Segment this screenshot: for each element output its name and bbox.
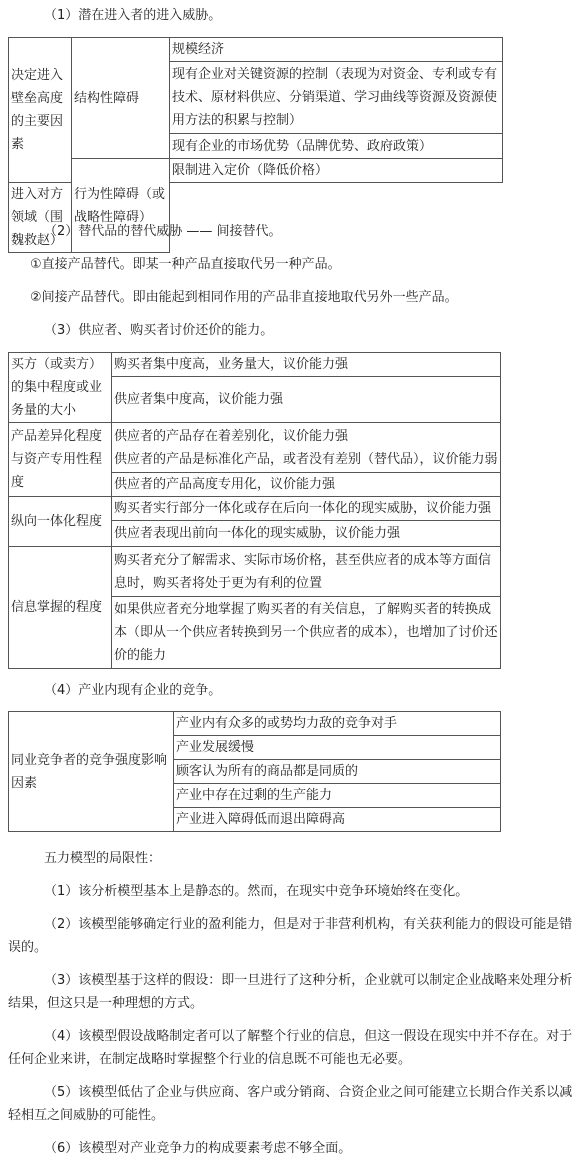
rivalry-item: 产业内有众多的或势均力敌的竞争对手 xyxy=(174,712,501,736)
bargaining-item: 购买者实行部分一体化或存在后向一体化的现实威胁，议价能力强 xyxy=(112,497,501,521)
structural-item: 规模经济 xyxy=(170,38,503,62)
rivalry-table xyxy=(8,711,501,832)
bargaining-item: 购买者集中度高，业务量大，议价能力强 xyxy=(112,353,501,377)
limitation-item: （4）该模型假设战略制定者可以了解整个行业的信息，但这一假设在现实中并不存在。对于任何企业来讲，在制定战略时掌握整个行业的信息既不可能也无必要。 xyxy=(8,1029,573,1067)
limitation-item: （6）该模型对产业竞争力的构成要素考虑不够全面。 xyxy=(44,1141,352,1156)
barrier-factors-header: 决定进入壁垒高度的主要因素 xyxy=(9,38,72,183)
rivalry-item: 顾客认为所有的商品都是同质的 xyxy=(174,760,501,784)
limitation-item: （5）该模型低估了企业与供应商、客户或分销商、合资企业之间可能建立长期合作关系以减轻相互之间威胁的可能性。 xyxy=(8,1085,573,1123)
behavioral-item: 限制进入定价（降低价格） xyxy=(170,159,503,183)
rivalry-item: 产业中存在过剩的生产能力 xyxy=(174,784,501,808)
rivalry-item: 产业进入障碍低而退出障碍高 xyxy=(174,808,501,832)
bargaining-item: 供应者的产品存在着差别化，议价能力强 供应者的产品是标准化产品，或者没有差别（替代品），议价能力弱 xyxy=(112,423,501,473)
section-3-heading: （3）供应者、购买者讨价还价的能力。 xyxy=(44,323,274,338)
limitations-heading: 五力模型的局限性： xyxy=(44,851,162,866)
bargaining-item: 供应者表现出前向一体化的现实威胁，议价能力强 xyxy=(112,521,501,547)
rivalry-item: 产业发展缓慢 xyxy=(174,736,501,760)
limitation-item: （2）该模型能够确定行业的盈利能力，但是对于非营利机构，有关获利能力的假设可能是错误的。 xyxy=(8,917,573,955)
bargaining-factor-label: 买方（或卖方）的集中程度或业务量的大小 xyxy=(9,353,112,423)
bargaining-item: 供应者集中度高，议价能力强 xyxy=(112,377,501,423)
structural-item: 现有企业的市场优势（品牌优势、政府政策） xyxy=(170,134,503,159)
behavioral-barrier-label: 行为性障碍（或战略性障碍） xyxy=(72,159,170,253)
behavioral-item: 进入对方领域（围魏救赵） xyxy=(9,183,72,253)
bargaining-power-table xyxy=(8,352,501,669)
bargaining-factor-label: 产品差异化程度与资产专用性程度 xyxy=(9,423,112,497)
limitation-item: （1）该分析模型基本上是静态的。然而，在现实中竞争环境始终在变化。 xyxy=(44,884,469,899)
structural-item: 现有企业对关键资源的控制（表现为对资金、专利或专有技术、原材料供应、分销渠道、学习曲线等资源及资源使用方法的积累与控制） xyxy=(170,62,503,134)
substitute-direct: ①直接产品替代。即某一种产品直接取代另一种产品。 xyxy=(30,257,341,272)
bargaining-factor-label: 信息掌握的程度 xyxy=(9,547,112,669)
section-1-heading: （1）潜在进入者的进入威胁。 xyxy=(44,8,222,23)
rivalry-factors-label: 同业竞争者的竞争强度影响因素 xyxy=(9,712,174,832)
substitute-indirect: ②间接产品替代。即由能起到相同作用的产品非直接地取代另外一些产品。 xyxy=(30,290,458,305)
bargaining-item: 供应者的产品高度专用化，议价能力强 xyxy=(112,473,501,497)
structural-barrier-label: 结构性障碍 xyxy=(72,38,170,159)
section-2-heading: （2）替代品的替代威胁 —— 间接替代。 xyxy=(44,224,282,239)
section-4-heading: （4）产业内现有企业的竞争。 xyxy=(44,683,222,698)
bargaining-item: 购买者充分了解需求、实际市场价格，甚至供应者的成本等方面信息时，购买者将处于更为有利的位置 xyxy=(112,547,501,597)
limitation-item: （3）该模型基于这样的假设：即一旦进行了这种分析，企业就可以制定企业战略来处理分析结果，但这只是一种理想的方式。 xyxy=(8,973,573,1011)
bargaining-item: 如果供应者充分地掌握了购买者的有关信息，了解购买者的转换成本（即从一个供应者转换到另一个供应者的成本），也增加了讨价还价的能力 xyxy=(112,597,501,669)
bargaining-factor-label: 纵向一体化程度 xyxy=(9,497,112,547)
